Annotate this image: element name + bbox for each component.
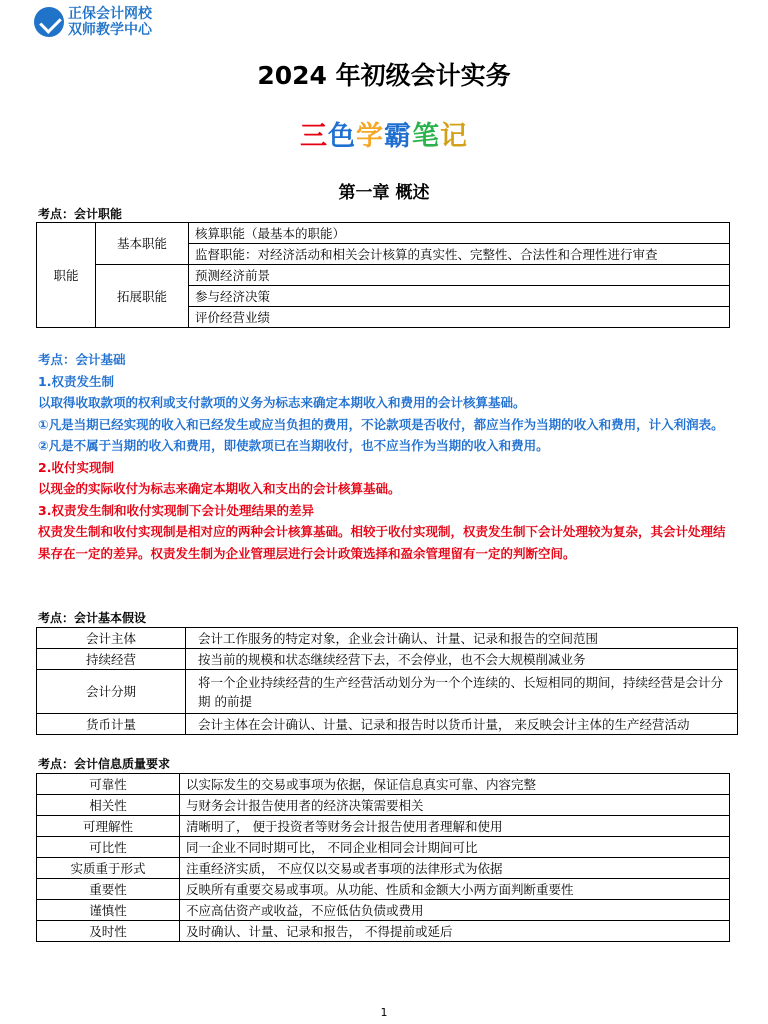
assumption-term: 会计分期 bbox=[37, 670, 186, 714]
quality-term: 相关性 bbox=[37, 795, 180, 816]
subtitle bbox=[0, 114, 768, 153]
accrual-definition: 以取得收取款项的权利或支付款项的义务为标志来确定本期收入和费用的会计核算基础。 bbox=[38, 395, 526, 410]
accrual-point-2: ②凡是不属于当期的收入和费用，即使款项已在当期收付，也不应当作为当期的收入和费用。 bbox=[38, 438, 549, 453]
quality-desc: 与财务会计报告使用者的经济决策需要相关 bbox=[180, 795, 730, 816]
subtitle-char: 色 bbox=[328, 121, 356, 152]
quality-desc: 反映所有重要交易或事项。从功能、性质和金额大小两方面判断重要性 bbox=[180, 879, 730, 900]
accrual-point-1: ①凡是当期已经实现的收入和已经发生或应当负担的费用，不论款项是否收付，都应当作为当期的收入和费用，计入利润表。 bbox=[38, 416, 724, 432]
accrual-basis-heading: 1.权责发生制 bbox=[38, 373, 114, 389]
logo bbox=[34, 6, 152, 38]
quality-term: 可靠性 bbox=[37, 774, 180, 795]
subtitle-char: 霸 bbox=[384, 121, 412, 152]
functions-table bbox=[36, 222, 730, 328]
assumption-term: 持续经营 bbox=[37, 649, 186, 670]
basic-functions-label: 基本职能 bbox=[96, 223, 189, 265]
quality-term: 及时性 bbox=[37, 921, 180, 942]
subtitle-char: 笔 bbox=[412, 121, 440, 152]
function-item: 监督职能：对经济活动和相关会计核算的真实性、完整性、合法性和合理性进行审查 bbox=[189, 244, 730, 265]
extended-functions-label: 拓展职能 bbox=[96, 265, 189, 328]
logo-line1: 正保会计网校 bbox=[68, 6, 152, 22]
assumption-term: 货币计量 bbox=[37, 714, 186, 735]
section1-heading: 考点：会计职能 bbox=[38, 207, 123, 221]
assumption-term: 会计主体 bbox=[37, 628, 186, 649]
assumption-desc: 会计工作服务的特定对象，企业会计确认、计量、记录和报告的空间范围 bbox=[186, 628, 738, 649]
quality-term: 谨慎性 bbox=[37, 900, 180, 921]
cash-basis-definition: 以现金的实际收付为标志来确定本期收入和支出的会计核算基础。 bbox=[38, 481, 401, 496]
function-item: 核算职能（最基本的职能） bbox=[189, 223, 730, 244]
assumption-desc: 按当前的规模和状态继续经营下去，不会停业，也不会大规模削减业务 bbox=[186, 649, 738, 670]
functions-main-label: 职能 bbox=[37, 223, 96, 328]
logo-check-icon bbox=[34, 7, 64, 37]
quality-desc: 以实际发生的交易或事项为依据，保证信息真实可靠、内容完整 bbox=[180, 774, 730, 795]
quality-requirements-table bbox=[36, 773, 730, 942]
function-item: 预测经济前景 bbox=[189, 265, 730, 286]
subtitle-char: 学 bbox=[356, 121, 384, 152]
section2-heading: 考点：会计基础 bbox=[38, 352, 126, 367]
accounting-basis-section bbox=[38, 349, 728, 564]
chapter-heading: 第一章 概述 bbox=[338, 183, 430, 203]
assumption-desc: 会计主体在会计确认、计量、记录和报告时以货币计量， 来反映会计主体的生产经营活动 bbox=[186, 714, 738, 735]
quality-desc: 及时确认、计量、记录和报告， 不得提前或延后 bbox=[180, 921, 730, 942]
quality-desc: 同一企业不同时期可比， 不同企业相同会计期间可比 bbox=[180, 837, 730, 858]
subtitle-char: 三 bbox=[300, 121, 328, 152]
difference-text: 权责发生制和收付实现制是相对应的两种会计核算基础。相较于收付实现制，权责发生制下会计处理较为复杂，其会计处理结果存在一定的差异。权责发生制为企业管理层进行会计政策选择和盈余管理留有一定的判断空间。 bbox=[38, 524, 726, 561]
page-number: 1 bbox=[380, 1006, 388, 1019]
difference-heading: 3.权责发生制和收付实现制下会计处理结果的差异 bbox=[38, 502, 314, 518]
logo-line2: 双师教学中心 bbox=[68, 22, 152, 38]
assumptions-table bbox=[36, 627, 738, 735]
cash-basis-heading: 2.收付实现制 bbox=[38, 459, 114, 475]
quality-desc: 注重经济实质， 不应仅以交易或者事项的法律形式为依据 bbox=[180, 858, 730, 879]
quality-desc: 清晰明了， 便于投资者等财务会计报告使用者理解和使用 bbox=[180, 816, 730, 837]
quality-term: 可理解性 bbox=[37, 816, 180, 837]
subtitle-char: 记 bbox=[440, 121, 468, 152]
function-item: 评价经营业绩 bbox=[189, 307, 730, 328]
section3-heading: 考点：会计基本假设 bbox=[38, 611, 147, 625]
quality-term: 实质重于形式 bbox=[37, 858, 180, 879]
quality-term: 可比性 bbox=[37, 837, 180, 858]
function-item: 参与经济决策 bbox=[189, 286, 730, 307]
section4-heading: 考点：会计信息质量要求 bbox=[38, 757, 171, 771]
document-title: 2024 年初级会计实务 bbox=[257, 61, 511, 90]
quality-term: 重要性 bbox=[37, 879, 180, 900]
quality-desc: 不应高估资产或收益，不应低估负债或费用 bbox=[180, 900, 730, 921]
assumption-desc: 将一个企业持续经营的生产经营活动划分为一个个连续的、长短相同的期间，持续经营是会计分期 的前提 bbox=[186, 670, 738, 714]
